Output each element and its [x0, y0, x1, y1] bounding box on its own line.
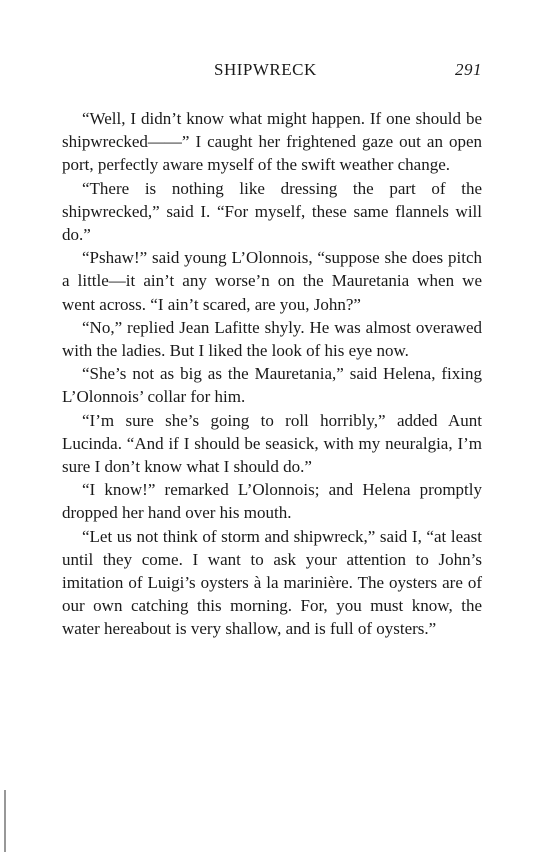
paragraph: “Let us not think of storm and shipwreck,” said I, “at least until they come. I want to ask your attention to John’s imitation of Luigi’s oysters à la marinière. The oysters are of our own catching this morning. For, you must know, the water hereabout is very shallow, and is full of oysters.” [62, 526, 482, 639]
paragraph: “There is nothing like dressing the part of the shipwrecked,” said I. “For myself, these same flannels will do.” [62, 178, 482, 245]
page-edge-mark [4, 790, 6, 852]
body-text [62, 107, 482, 641]
paragraph: “She’s not as big as the Mauretania,” said Helena, fixing L’Olonnois’ collar for him. [62, 364, 482, 407]
paragraph: “Pshaw!” said young L’Olonnois, “suppose she does pitch a little—it ain’t any worse’n on the Mauretania when we went across. “I ain’t scared, are you, John?” [62, 248, 482, 314]
paragraph: “I know!” remarked L’Olonnois; and Helena promptly dropped her hand over his mouth. [62, 480, 482, 523]
paragraph: “Well, I didn’t know what might happen. If one should be shipwrecked——” I caught her frightened gaze out an open port, perfectly aware myself of the swift weather change. [62, 109, 482, 175]
page-number: 291 [455, 60, 482, 79]
paragraph: “No,” replied Jean Lafitte shyly. He was almost overawed with the ladies. But I liked the look of his eye now. [62, 317, 482, 361]
running-title: SHIPWRECK [214, 60, 317, 79]
paragraph: “I’m sure she’s going to roll horribly,” added Aunt Lucinda. “And if I should be seasick, with my neuralgia, I’m sure I don’t know what I should do.” [62, 410, 482, 477]
running-head [62, 60, 482, 84]
